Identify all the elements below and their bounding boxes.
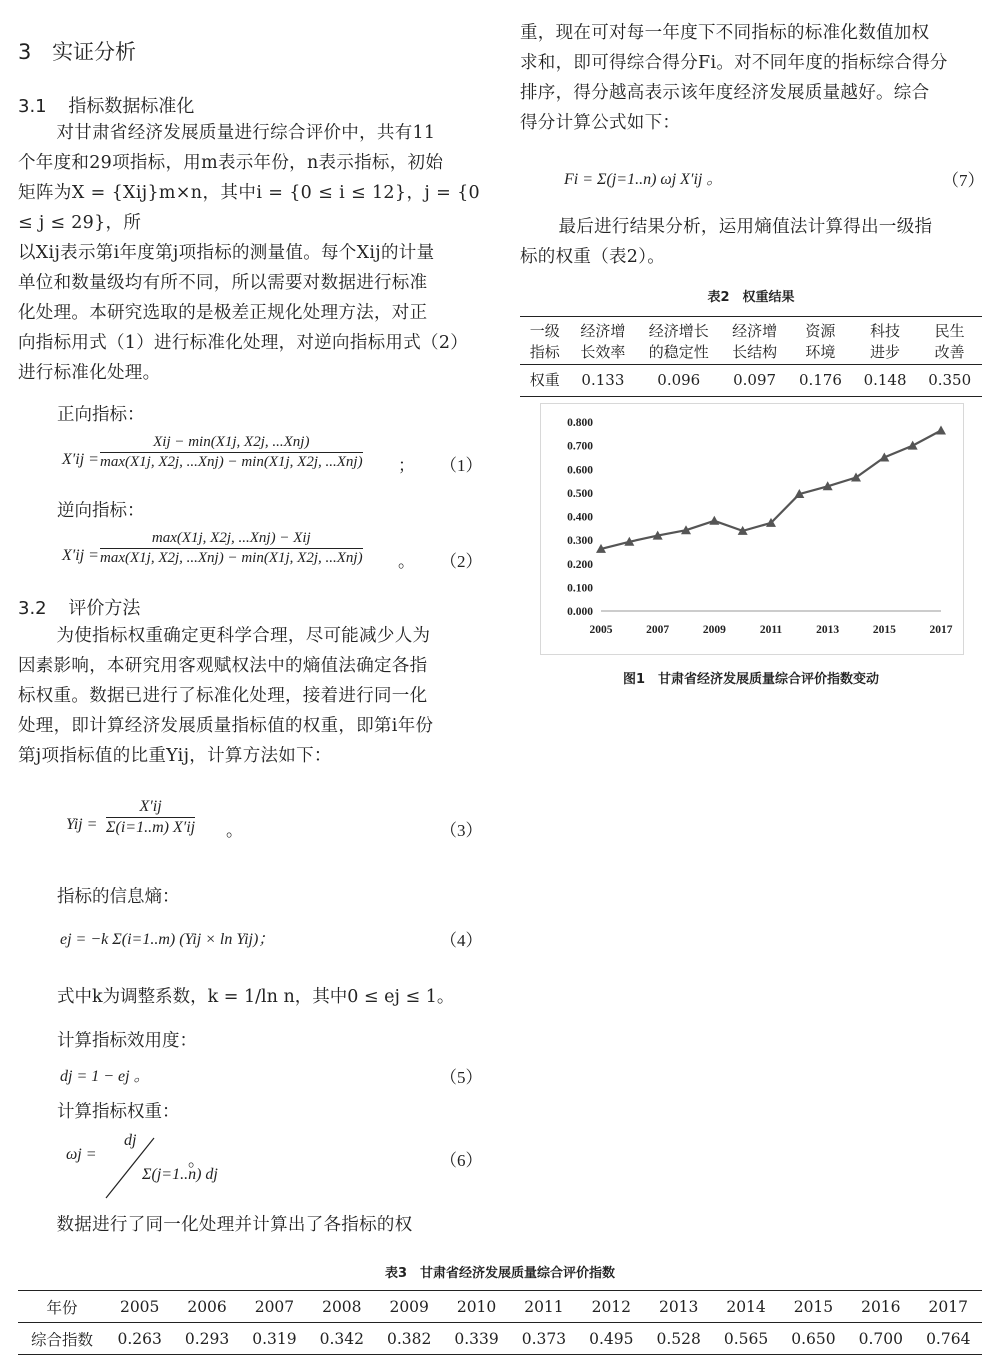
equation-number: （1） xyxy=(440,456,483,475)
table-row xyxy=(18,1323,982,1355)
table-cell: 0.096 xyxy=(657,371,701,389)
y-tick-label: 0.700 xyxy=(567,440,593,453)
y-tick-label: 0.500 xyxy=(567,487,593,500)
table-header-cell: 2010 xyxy=(456,1297,497,1316)
fraction-denominator: Σ(i=1..m) X′ij xyxy=(106,819,196,836)
equation-lhs: ωj = xyxy=(66,1146,97,1163)
k-definition-line: 式中k为调整系数，k = 1/ln n，其中0 ≤ ej ≤ 1。 xyxy=(57,987,455,1007)
table-cell: 0.339 xyxy=(454,1329,499,1348)
table-cell: 0.342 xyxy=(319,1329,364,1348)
paragraph-line: 排序，得分越高表示该年度经济发展质量越好。综合 xyxy=(520,83,930,103)
weight-label: 计算指标权重： xyxy=(57,1102,180,1122)
fraction-numerator: X′ij xyxy=(106,798,195,818)
equation-number: （2） xyxy=(440,552,483,571)
table-cell: 0.293 xyxy=(184,1329,230,1348)
fraction-numerator: Xij − min(X1j, X2j, ...Xnj) xyxy=(100,434,363,453)
data-point-marker xyxy=(908,441,918,450)
fraction-denominator: max(X1j, X2j, ...Xnj) − min(X1j, X2j, ...Xnj) xyxy=(100,454,363,470)
series-line xyxy=(601,431,941,549)
table-header-cell: 2015 xyxy=(793,1297,834,1316)
paragraph-line: 对甘肃省经济发展质量进行综合评价中，共有11 xyxy=(56,123,436,143)
table-header-cell: 经济增 长结构 xyxy=(732,322,778,361)
entropy-label: 指标的信息熵： xyxy=(57,887,180,907)
paragraph-line: 处理，即计算经济发展质量指标值的权重，即第i年份 xyxy=(18,716,434,736)
paragraph-line: 进行标准化处理。 xyxy=(18,363,161,383)
table-header-cell: 2017 xyxy=(928,1297,968,1316)
equation-lhs: Yij = xyxy=(66,816,98,833)
table-header-cell: 科技 进步 xyxy=(870,322,901,361)
equation-punct: 。 xyxy=(188,1151,205,1170)
table-cell: 0.495 xyxy=(589,1329,634,1348)
continuation-line: 数据进行了同一化处理并计算出了各指标的权 xyxy=(56,1215,413,1235)
y-tick-label: 0.600 xyxy=(567,464,593,477)
table-header-cell: 2013 xyxy=(658,1297,699,1316)
equation-2 xyxy=(62,530,482,586)
figure-1-chart-frame xyxy=(540,403,964,655)
equation-number: （6） xyxy=(440,1151,483,1170)
table-3-caption: 表3 甘肃省经济发展质量综合评价指数 xyxy=(384,1266,616,1281)
standardization-paragraph xyxy=(18,118,480,388)
paragraph-line: 最后进行结果分析，运用熵值法计算得出一级指 xyxy=(558,217,933,237)
equation-lhs: X′ij = xyxy=(62,547,99,564)
y-tick-label: 0.400 xyxy=(567,511,593,524)
fraction-numerator: max(X1j, X2j, ...Xnj) − Xij xyxy=(100,530,363,549)
equation-number: （4） xyxy=(440,931,483,950)
paragraph-line: 为使指标权重确定更科学合理，尽可能减少人为 xyxy=(56,626,431,646)
table-row xyxy=(520,365,982,397)
figure-1-caption: 图1 甘肃省经济发展质量综合评价指数变动 xyxy=(622,672,880,687)
table-header-cell: 2011 xyxy=(524,1297,564,1316)
table-cell: 0.176 xyxy=(798,371,842,389)
subsection-title: 评价方法 xyxy=(68,598,141,619)
fraction-denominator: Σ(j=1..n) dj xyxy=(142,1166,218,1183)
paragraph-line: 得分计算公式如下： xyxy=(520,113,681,133)
equation-fraction xyxy=(100,530,363,567)
table-header-cell: 2006 xyxy=(187,1297,227,1316)
paragraph-line: 标的权重（表2）。 xyxy=(520,247,666,267)
paragraph-line: 向指标用式（1）进行标准化处理，对逆向指标用式（2） xyxy=(18,333,469,353)
paragraph-line: 化处理。本研究选取的是极差正规化处理方法，对正 xyxy=(18,303,428,323)
table-cell: 0.764 xyxy=(926,1329,971,1348)
table-cell: 0.373 xyxy=(521,1329,567,1348)
equation-5 xyxy=(60,1063,482,1086)
table-header-cell: 年份 xyxy=(46,1298,78,1317)
table-cell: 0.565 xyxy=(723,1329,769,1348)
table-header-cell: 一级 指标 xyxy=(529,322,560,361)
equation-lhs: X′ij = xyxy=(62,451,99,468)
x-tick-label: 2017 xyxy=(929,624,953,636)
section-number: 3 xyxy=(18,40,32,64)
table-header-cell: 2016 xyxy=(861,1297,901,1316)
table-cell: 0.650 xyxy=(791,1329,836,1348)
data-point-marker xyxy=(709,516,719,525)
subsection-number: 3.2 xyxy=(18,598,47,619)
table-row-label: 综合指数 xyxy=(30,1330,93,1349)
line-chart xyxy=(541,404,963,654)
paragraph-line: 求和，即可得综合得分Fi。对不同年度的指标综合得分 xyxy=(520,53,948,73)
paragraph-line: 个年度和29项指标，用m表示年份，n表示指标，初始 xyxy=(18,153,444,173)
table-header-cell: 经济增长 的稳定性 xyxy=(648,322,709,361)
weighted-sum-paragraph xyxy=(520,18,982,138)
table-cell: 0.350 xyxy=(928,371,972,389)
table-cell: 0.133 xyxy=(581,371,625,389)
equation-fraction xyxy=(106,798,195,837)
table-cell: 0.382 xyxy=(387,1329,432,1348)
table-cell: 0.148 xyxy=(863,371,907,389)
weights-table xyxy=(520,316,982,397)
table-cell: 0.097 xyxy=(733,371,777,389)
table-header-cell: 2012 xyxy=(591,1297,632,1316)
equation-body: ej = −k Σ(i=1..m) (Yij × ln Yij)； xyxy=(60,931,275,948)
equation-punct: 。 xyxy=(398,552,415,571)
paragraph-line: 矩阵为X = {Xij}m×n，其中i = {0 ≤ i ≤ 12}，j = {0 ≤ j ≤ 29}，所 xyxy=(18,183,480,233)
y-tick-label: 0.300 xyxy=(567,535,593,548)
equation-body: Fi = Σ(j=1..n) ωj X′ij 。 xyxy=(564,171,723,188)
paragraph-line: 标权重。数据已进行了标准化处理，接着进行同一化 xyxy=(18,686,428,706)
x-tick-label: 2013 xyxy=(816,624,840,636)
table-header-cell: 民生 改善 xyxy=(934,322,965,361)
section-3-2-heading xyxy=(18,594,140,620)
table-cell: 0.319 xyxy=(252,1329,297,1348)
equation-4 xyxy=(60,926,482,949)
table-header-cell: 2014 xyxy=(726,1297,766,1316)
table-cell: 0.263 xyxy=(117,1329,162,1348)
table-cell: 0.528 xyxy=(656,1329,701,1348)
paragraph-line: 以Xij表示第i年度第j项指标的测量值。每个Xij的计量 xyxy=(18,243,435,263)
table-header-cell: 2005 xyxy=(119,1297,160,1316)
table-header-cell: 2007 xyxy=(254,1297,295,1316)
x-tick-label: 2015 xyxy=(872,624,896,636)
y-tick-label: 0.100 xyxy=(567,582,593,595)
subsection-title: 指标数据标准化 xyxy=(68,96,195,117)
data-point-marker xyxy=(936,426,946,435)
table-header-row xyxy=(18,1291,982,1323)
subsection-number: 3.1 xyxy=(18,96,47,117)
section-3-heading xyxy=(18,36,136,66)
equation-punct: 。 xyxy=(226,821,243,840)
results-paragraph xyxy=(520,212,982,272)
composite-index-table xyxy=(18,1290,982,1355)
table-header-cell: 经济增 长效率 xyxy=(580,322,626,361)
paragraph-line: 因素影响，本研究用客观赋权法中的熵值法确定各指 xyxy=(18,656,428,676)
fraction-denominator: max(X1j, X2j, ...Xnj) − min(X1j, X2j, ...Xnj) xyxy=(100,550,363,566)
x-tick-label: 2005 xyxy=(589,624,613,636)
table-header-cell: 资源 环境 xyxy=(805,322,836,361)
table-header-row xyxy=(520,317,982,365)
negative-indicator-label: 逆向指标： xyxy=(57,501,145,521)
positive-indicator-label: 正向指标： xyxy=(57,405,145,425)
equation-number: （5） xyxy=(440,1068,483,1087)
y-tick-label: 0.800 xyxy=(567,417,593,429)
y-tick-label: 0.000 xyxy=(567,606,593,618)
section-3-1-heading xyxy=(18,92,194,118)
table-header-cell: 2009 xyxy=(389,1297,429,1316)
equation-6 xyxy=(66,1132,482,1204)
y-tick-label: 0.200 xyxy=(567,558,593,571)
equation-body: dj = 1 − ej 。 xyxy=(60,1068,150,1085)
paragraph-line: 单位和数量级均有所不同，所以需要对数据进行标准 xyxy=(18,273,428,293)
table-2-caption: 表2 权重结果 xyxy=(707,290,795,305)
equation-3 xyxy=(66,796,482,862)
equation-fraction xyxy=(100,434,363,471)
paragraph-line: 重，现在可对每一年度下不同指标的标准化数值加权 xyxy=(520,23,930,43)
table-row-label: 权重 xyxy=(529,371,560,389)
x-tick-label: 2007 xyxy=(646,624,670,636)
equation-punct: ； xyxy=(398,456,415,475)
equation-7 xyxy=(564,166,984,189)
paragraph-line: 第j项指标值的比重Yij，计算方法如下： xyxy=(18,746,332,766)
equation-number: （7） xyxy=(942,171,985,190)
section-title: 实证分析 xyxy=(52,40,137,64)
equation-1 xyxy=(62,434,482,490)
x-tick-label: 2011 xyxy=(759,624,783,636)
fraction-numerator: dj xyxy=(124,1132,137,1149)
utility-label: 计算指标效用度： xyxy=(57,1031,197,1051)
method-paragraph xyxy=(18,621,480,771)
table-cell: 0.700 xyxy=(858,1329,903,1348)
equation-number: （3） xyxy=(440,821,483,840)
x-tick-label: 2009 xyxy=(702,624,726,636)
table-header-cell: 2008 xyxy=(322,1297,362,1316)
